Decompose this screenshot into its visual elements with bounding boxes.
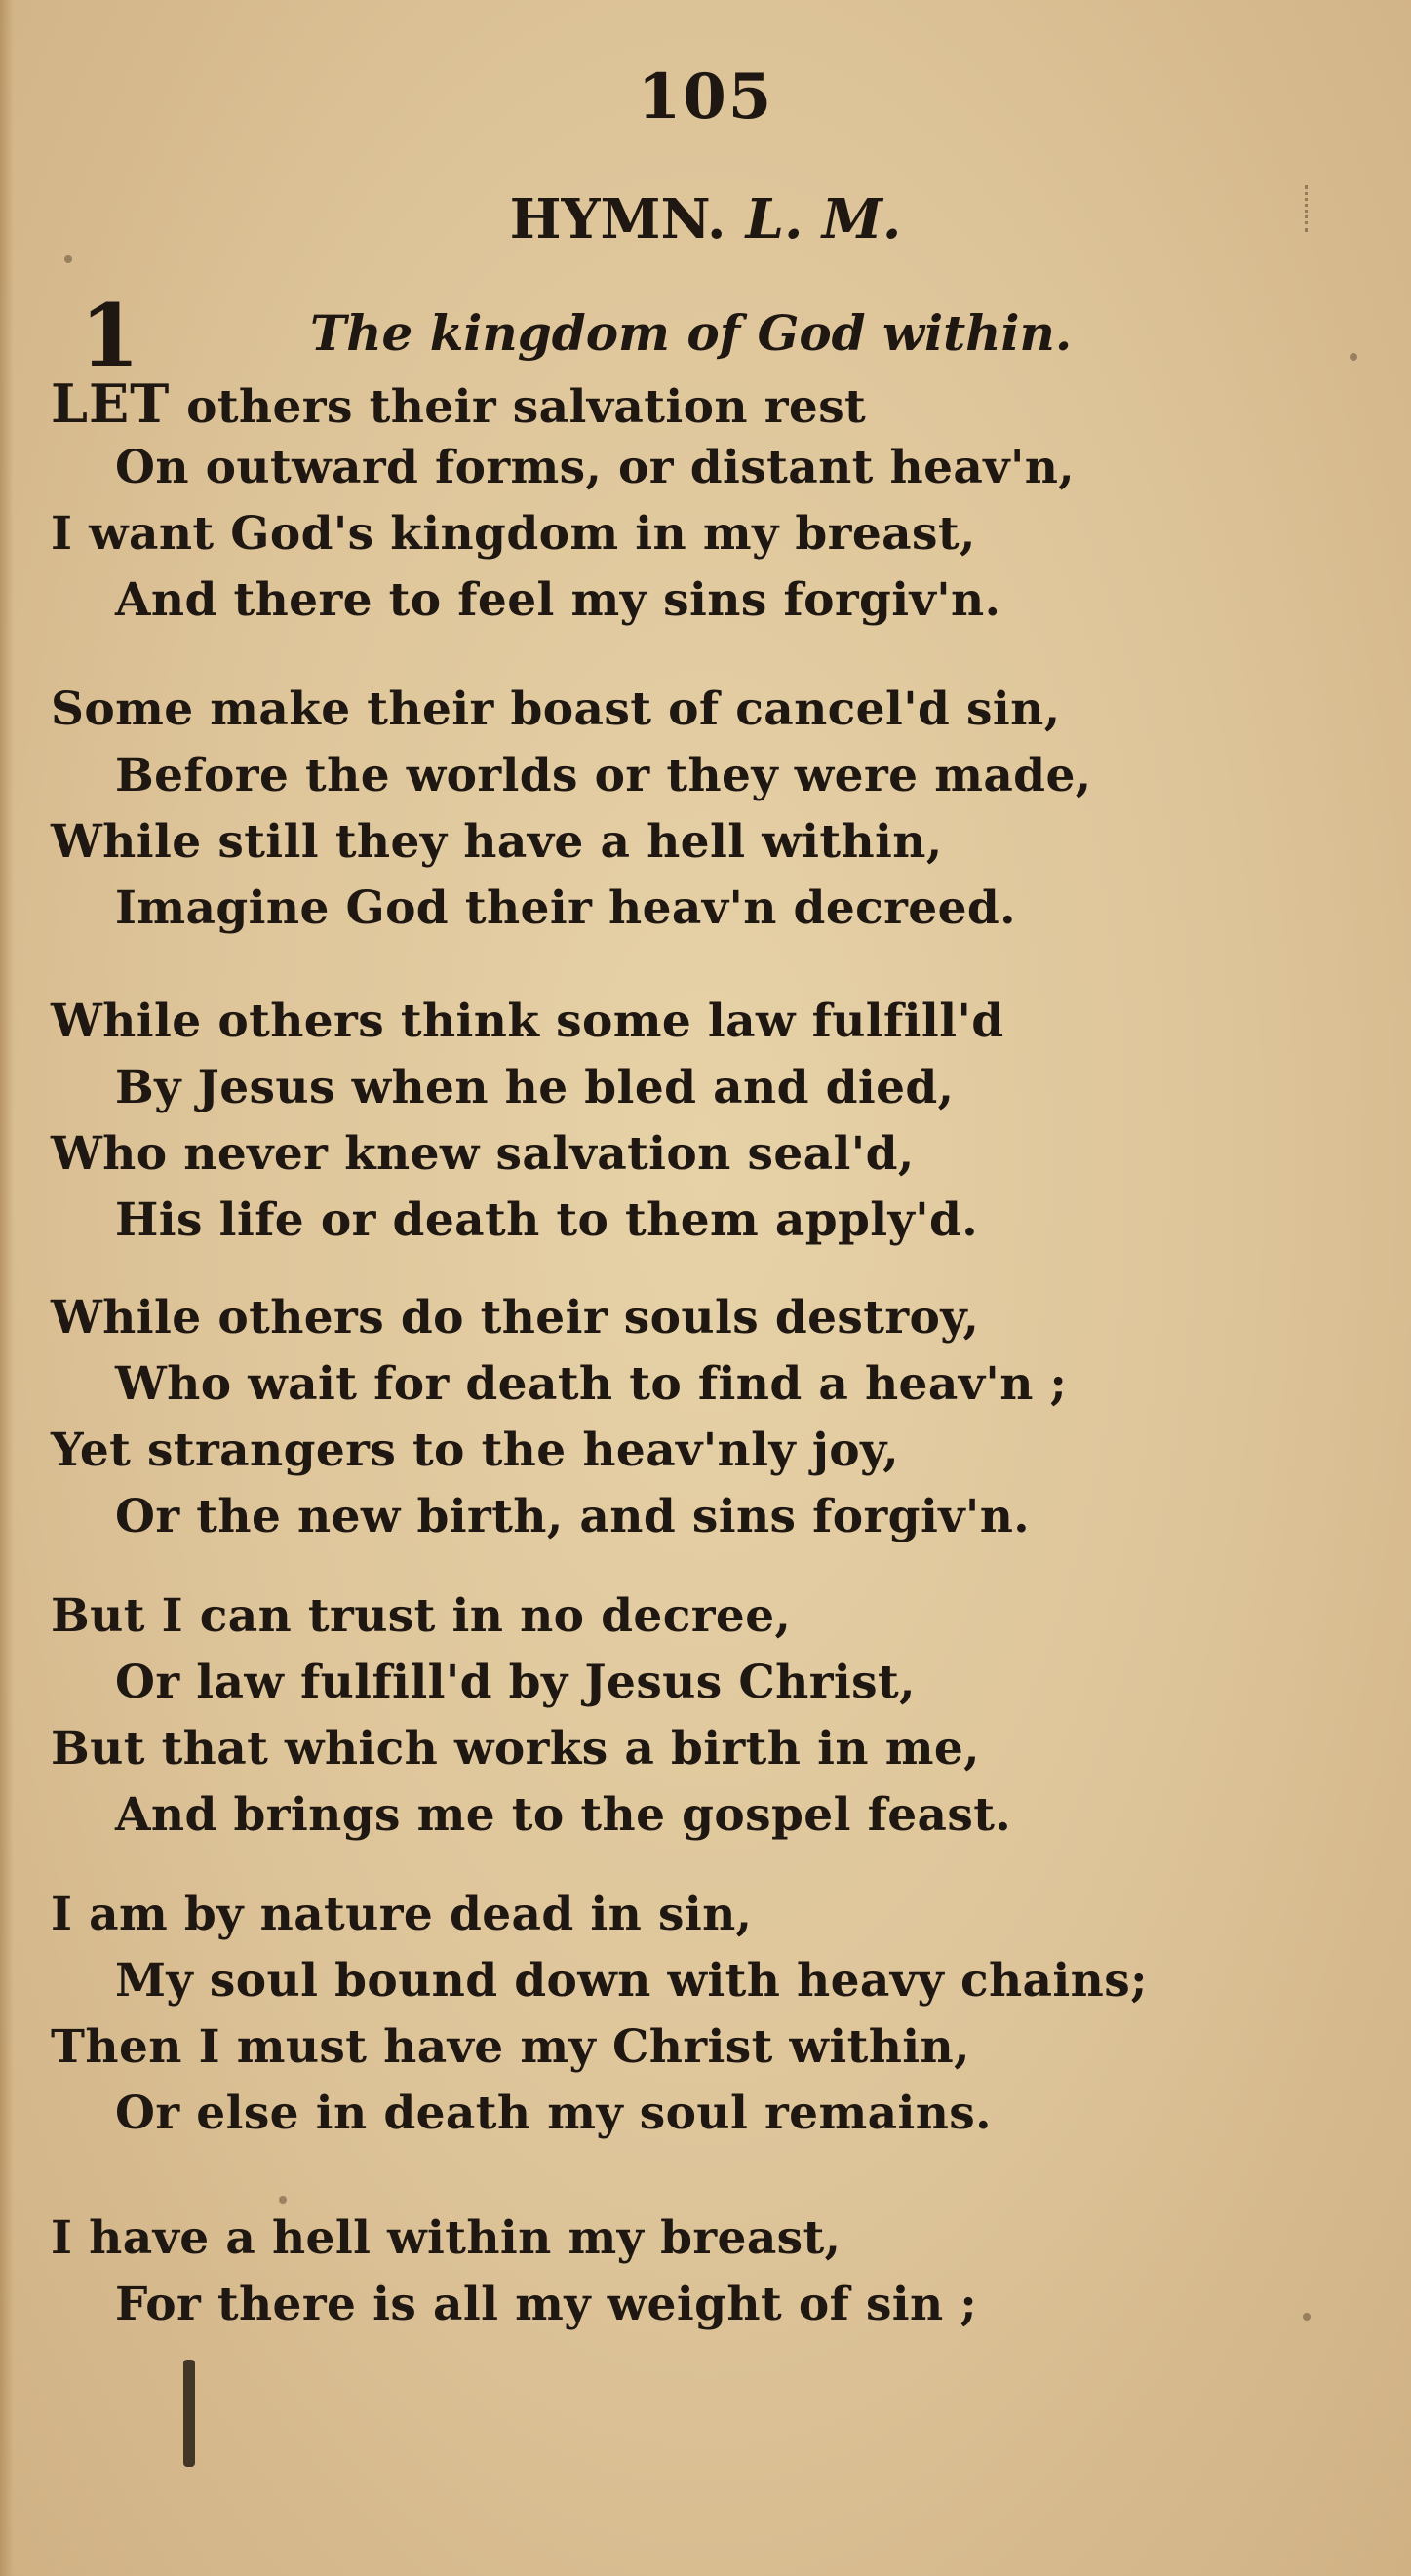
verse-line: Yet strangers to the heav'nly joy, xyxy=(51,1424,899,1477)
verse-line: By Jesus when he bled and died, xyxy=(115,1061,955,1114)
page-number: 105 xyxy=(637,60,774,134)
verse-line: While others think some law fulfill'd xyxy=(51,995,1004,1048)
ink-speck xyxy=(1350,353,1357,361)
verse-line: His life or death to them apply'd. xyxy=(115,1193,979,1247)
verse-line: Some make their boast of cancel'd sin, xyxy=(51,683,1061,736)
hymn-meter: L. M. xyxy=(745,187,902,252)
verse-line: Or law fulfill'd by Jesus Christ, xyxy=(115,1656,916,1709)
verse-line: On outward forms, or distant heav'n, xyxy=(115,441,1076,494)
ink-speck xyxy=(64,255,72,263)
verse-line: Before the worlds or they were made, xyxy=(115,749,1092,802)
verse-line: Who never knew salvation seal'd, xyxy=(51,1127,915,1181)
verse-line: Or the new birth, and sins forgiv'n. xyxy=(115,1490,1031,1543)
verse-line: But I can trust in no decree, xyxy=(51,1589,792,1643)
verse-line: I want God's kingdom in my breast, xyxy=(51,507,976,561)
verse-line: Or else in death my soul remains. xyxy=(115,2087,992,2140)
verse-line: Then I must have my Christ within, xyxy=(51,2020,970,2074)
ink-bar-mark xyxy=(183,2360,195,2467)
hymn-subtitle: The kingdom of God within. xyxy=(310,304,1073,362)
ink-speck xyxy=(1303,2313,1311,2321)
verse-line: But that which works a birth in me, xyxy=(51,1722,980,1776)
verse-line xyxy=(51,372,866,435)
verse-line: I have a hell within my breast, xyxy=(51,2211,842,2265)
margin-mark xyxy=(1305,185,1325,232)
first-line-text: others their salvation rest xyxy=(170,380,867,434)
hymn-title-word: HYMN. xyxy=(509,187,726,252)
ink-speck xyxy=(279,2196,287,2204)
verse-line: While others do their souls destroy, xyxy=(51,1291,980,1345)
initial-capitals: LET xyxy=(51,372,171,435)
verse-line: And there to feel my sins forgiv'n. xyxy=(115,573,1001,627)
hymn-number: 1 xyxy=(80,285,140,386)
verse-line: While still they have a hell within, xyxy=(51,815,943,869)
hymn-title xyxy=(0,187,1411,252)
page-edge-shadow xyxy=(0,0,14,2576)
verse-line: I am by nature dead in sin, xyxy=(51,1888,753,1941)
verse-line: Imagine God their heav'n decreed. xyxy=(115,881,1016,935)
verse-line: Who wait for death to find a heav'n ; xyxy=(115,1357,1068,1411)
verse-line: And brings me to the gospel feast. xyxy=(115,1788,1012,1842)
verse-line: For there is all my weight of sin ; xyxy=(115,2278,978,2331)
verse-line: My soul bound down with heavy chains; xyxy=(115,1954,1148,2008)
